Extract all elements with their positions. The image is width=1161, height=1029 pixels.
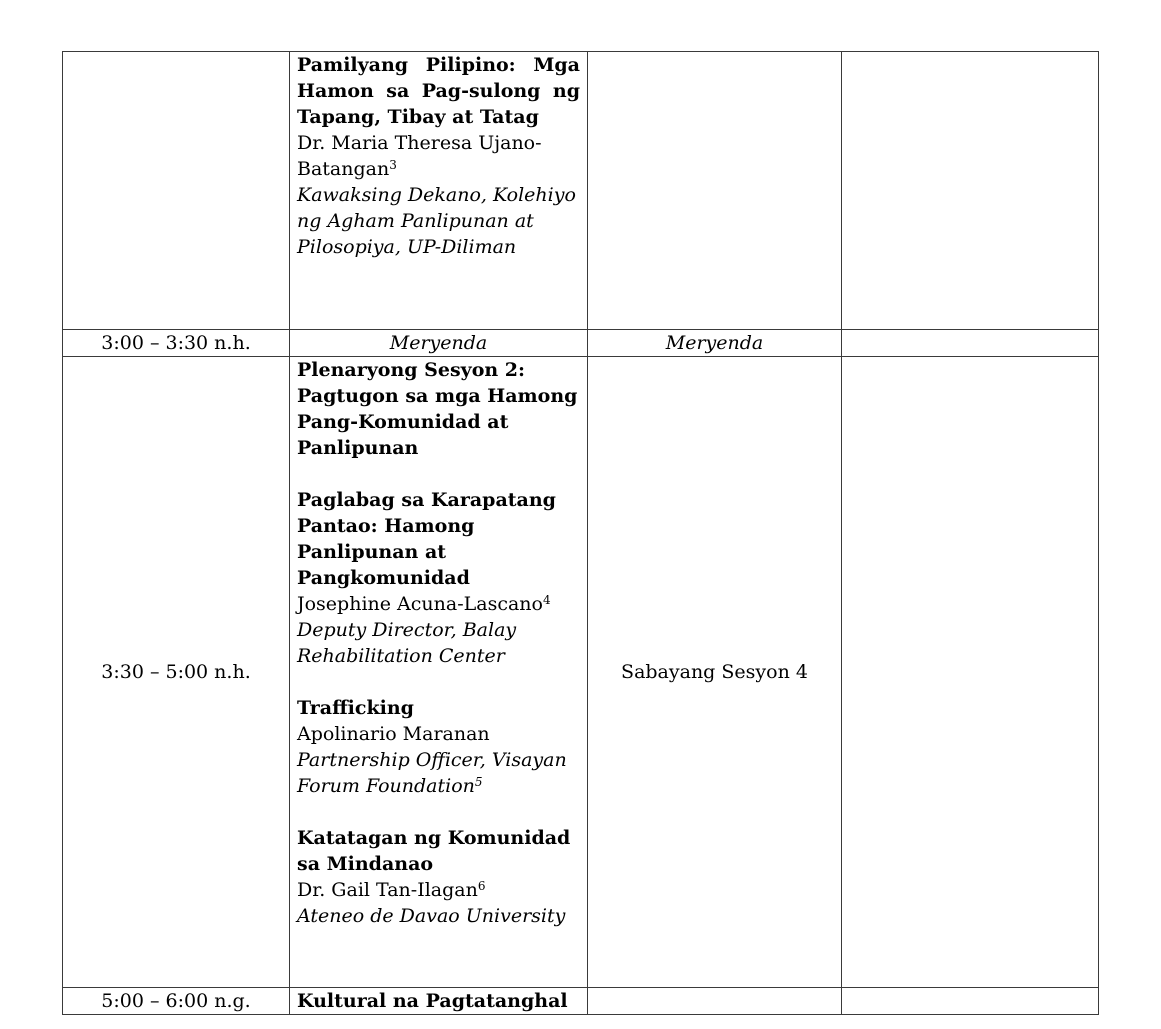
parallel-session-cell [588, 988, 842, 1015]
time-cell: 3:30 – 5:00 n.h. [63, 357, 290, 988]
speaker-affiliation: Deputy Director, Balay Rehabilitation Center [297, 619, 517, 667]
talk-title: Trafficking [297, 697, 414, 719]
plenary-title: Plenaryong Sesyon 2: Pagtugon sa mga Hamong Pang-Komunidad at Panlipunan [297, 359, 578, 459]
parallel-session-cell: Meryenda [588, 330, 842, 357]
table-row [63, 357, 1099, 988]
speaker-name: Apolinario Maranan [297, 723, 490, 745]
talk-title: Paglabag sa Karapatang Pantao: Hamong Panlipunan at Pangkomunidad [297, 489, 556, 589]
empty-cell [842, 357, 1099, 988]
session-cell [290, 52, 588, 330]
parallel-session-cell: Sabayang Sesyon 4 [588, 357, 842, 988]
speaker-name: Josephine Acuna-Lascano$^4$ [297, 593, 551, 615]
empty-cell [842, 330, 1099, 357]
empty-cell [842, 52, 1099, 330]
parallel-session-cell [588, 52, 842, 330]
speaker-affiliation: Ateneo de Davao University [297, 905, 566, 927]
session-cell [290, 357, 588, 988]
speaker-affiliation: Partnership Officer, Visayan Forum Foundation$^5$ [297, 749, 567, 797]
session-title: Pamilyang Pilipino: Mga Hamon sa Pag-sulong ng Tapang, Tibay at Tatag [297, 54, 580, 128]
time-cell: 5:00 – 6:00 n.g. [63, 988, 290, 1015]
talk-title: Katatagan ng Komunidad sa Mindanao [297, 827, 571, 875]
empty-cell [842, 988, 1099, 1015]
speaker-name: Dr. Gail Tan-Ilagan$^6$ [297, 879, 486, 901]
session-cell: Meryenda [290, 330, 588, 357]
session-cell: Kultural na Pagtatanghal [290, 988, 588, 1015]
speaker-affiliation: Kawaksing Dekano, Kolehiyo ng Agham Panlipunan at Pilosopiya, UP-Diliman [297, 184, 576, 258]
schedule-table [62, 51, 1099, 1015]
time-cell: 3:00 – 3:30 n.h. [63, 330, 290, 357]
time-cell [63, 52, 290, 330]
speaker-name: Dr. Maria Theresa Ujano-Batangan$^3$ [297, 132, 542, 180]
table-row [63, 330, 1099, 357]
table-row [63, 988, 1099, 1015]
table-row [63, 52, 1099, 330]
